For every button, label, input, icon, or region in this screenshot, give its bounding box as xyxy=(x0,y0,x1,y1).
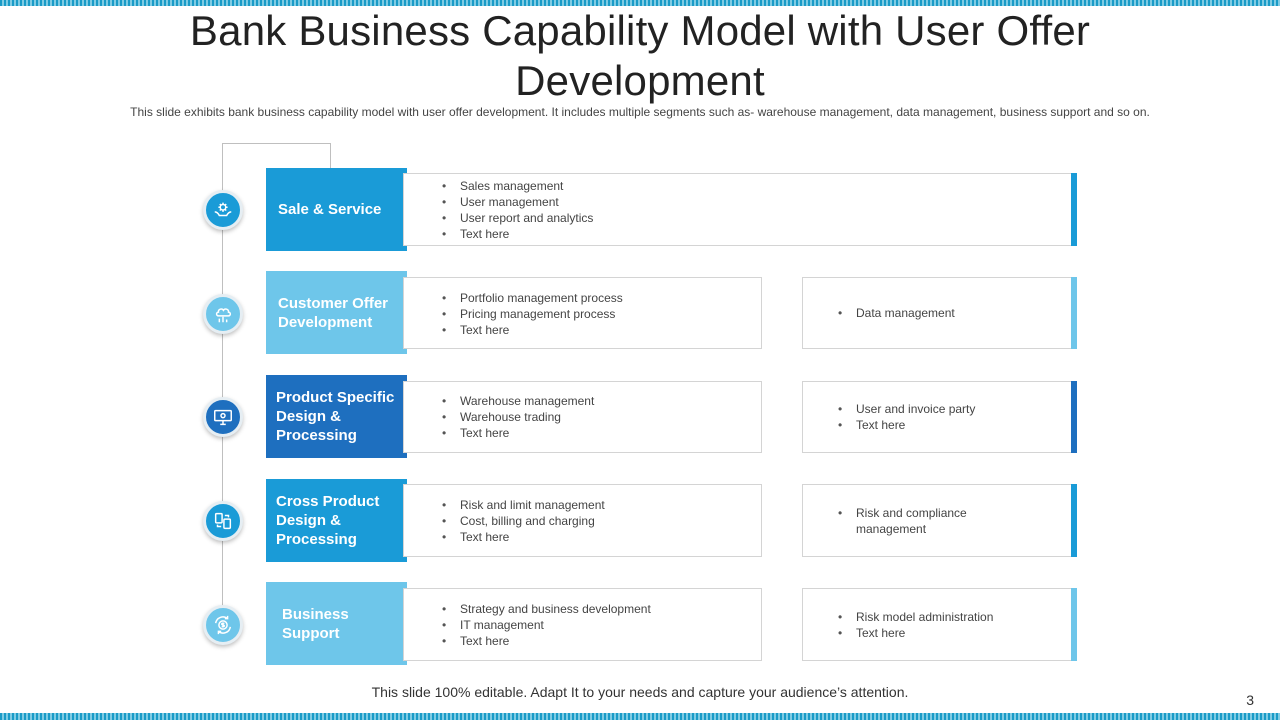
segment-label-cross-product-design: Cross Product Design & Processing xyxy=(266,479,407,562)
bullet-list xyxy=(440,178,1076,242)
bullet-item: • Text here xyxy=(440,425,761,441)
bullet-item: • Data management xyxy=(836,305,955,321)
segment-details-business-support-right xyxy=(802,588,1077,661)
bullet-item: • Text here xyxy=(836,417,975,433)
bullet-list xyxy=(440,393,761,441)
timeline-drop-connector xyxy=(330,143,331,169)
segment-details-cross-product-left xyxy=(403,484,762,557)
bullet-item: • Portfolio management process xyxy=(440,290,761,306)
bullet-item: • Sales management xyxy=(440,178,1076,194)
accent-bar xyxy=(1071,484,1077,557)
accent-bar xyxy=(1071,277,1077,349)
bullet-list xyxy=(836,505,1026,537)
accent-bar xyxy=(1071,588,1077,661)
monitor-icon xyxy=(203,397,243,437)
dollar-cycle-icon xyxy=(203,605,243,645)
bullet-item: • Warehouse management xyxy=(440,393,761,409)
accent-bar xyxy=(1071,381,1077,453)
slide-footer: This slide 100% editable. Adapt It to your needs and capture your audience’s attention. xyxy=(371,684,909,700)
slide-title: Bank Business Capability Model with User Offer Development xyxy=(189,7,1091,104)
bullet-list xyxy=(440,290,761,338)
segment-details-cross-product-right xyxy=(802,484,1077,557)
bullet-list xyxy=(440,601,761,649)
bullet-item: • Risk model administration xyxy=(836,609,993,625)
cloud-chart-icon xyxy=(203,294,243,334)
bullet-item: • Text here xyxy=(440,226,1076,242)
bullet-list xyxy=(836,401,975,433)
segment-label-customer-offer-development: Customer Offer Development xyxy=(266,271,407,354)
documents-exchange-icon xyxy=(203,501,243,541)
bullet-item: • Pricing management process xyxy=(440,306,761,322)
bullet-item: • User report and analytics xyxy=(440,210,1076,226)
bullet-item: • Text here xyxy=(440,633,761,649)
segment-details-product-specific-right xyxy=(802,381,1077,453)
bullet-item: • Strategy and business development xyxy=(440,601,761,617)
bullet-list xyxy=(836,609,993,641)
bullet-item: • Risk and limit management xyxy=(440,497,761,513)
segment-details-product-specific-left xyxy=(403,381,762,453)
bullet-list xyxy=(836,305,955,321)
bullet-item: • Text here xyxy=(440,529,761,545)
bullet-item: • IT management xyxy=(440,617,761,633)
bullet-list xyxy=(440,497,761,545)
bullet-item: • Cost, billing and charging xyxy=(440,513,761,529)
segment-label-product-specific-design: Product Specific Design & Processing xyxy=(266,375,407,458)
segment-details-customer-offer-right xyxy=(802,277,1077,349)
hand-gear-icon xyxy=(203,190,243,230)
bullet-item: • User and invoice party xyxy=(836,401,975,417)
bullet-item: • Text here xyxy=(440,322,761,338)
bullet-item: • Risk and compliance management xyxy=(836,505,1026,537)
bullet-item: • Warehouse trading xyxy=(440,409,761,425)
bullet-item: • User management xyxy=(440,194,1076,210)
segment-details-customer-offer-left xyxy=(403,277,762,349)
segment-details-business-support-left xyxy=(403,588,762,661)
page-number: 3 xyxy=(1246,692,1254,708)
bullet-item: • Text here xyxy=(836,625,993,641)
accent-bar xyxy=(1071,173,1077,246)
timeline-top-connector xyxy=(222,143,330,144)
bottom-border-stripe xyxy=(0,713,1280,720)
segment-label-business-support: Business Support xyxy=(266,582,407,665)
segment-details-sale-service xyxy=(403,173,1077,246)
slide-subtitle: This slide exhibits bank business capability model with user offer development. It includes multiple segments such as- warehouse management, data management, business support and so on. xyxy=(130,105,1150,119)
segment-label-sale-service: Sale & Service xyxy=(266,168,407,251)
